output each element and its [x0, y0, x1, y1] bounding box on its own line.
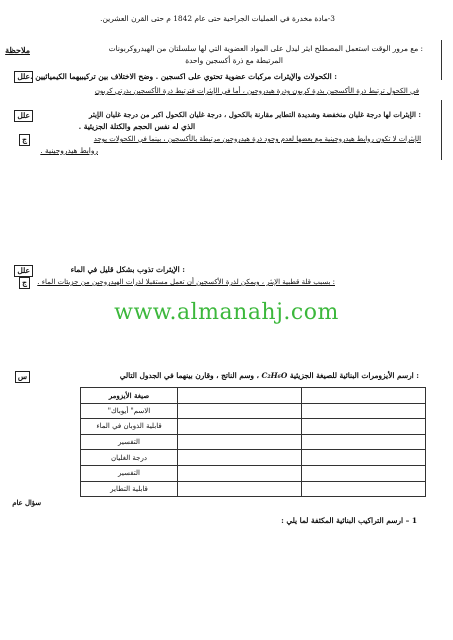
- note-label: ملاحظة: [5, 45, 30, 55]
- table-row: [81, 450, 426, 466]
- q4-formula: C₂H₆O: [261, 371, 288, 380]
- item-1: 1 – ارسم التراكيب البنائية المكثفة لما يلي :: [281, 516, 417, 525]
- header-line: 3-مادة مخدرة في العمليات الجراحية حتى عام 1842 م حتى القرن العشرين.: [100, 14, 335, 23]
- table-cell: [302, 388, 426, 404]
- table-row-label: قابلية التطاير: [81, 481, 178, 497]
- q2-answer-line-1: الإيثرات لا تكون روابط هيدروجينية مع بعضها لعدم وجود ذرة هيدروجين مرتبطة بالأكسجين ، بينما في الكحولات يوجد: [93, 135, 421, 143]
- q1-answer: في الكحول ترتبط ذرة الأكسجين بذرة كربون وذرة هيدروجين ، أما في الإيثرات فترتبط ذرة الأكسجين بذرتي كربون: [94, 87, 419, 95]
- note-line-2: المرتبطة مع ذرة أكسجين واحدة: [185, 56, 283, 65]
- q2-question-line-2: الذي له نفس الحجم والكتلة الجزيئية .: [78, 122, 195, 131]
- table-row: [81, 419, 426, 435]
- q2-answer-label: ج: [19, 134, 30, 146]
- table-cell: [178, 481, 302, 497]
- q2-question-line-1: : الإيثرات لها درجة غليان منخفضة وشديدة التطاير مقارنة بالكحول ، درجة غليان الكحول اكبر من درجة غليان الإيثر: [89, 110, 421, 119]
- table-cell: [178, 434, 302, 450]
- table-cell: [178, 419, 302, 435]
- table-row-label: التفسير: [81, 465, 178, 481]
- table-row: [81, 403, 426, 419]
- table-cell: [178, 450, 302, 466]
- margin-rule: [441, 100, 442, 160]
- table-cell: [302, 434, 426, 450]
- q4-text: : ارسم الأيزومرات البنائية للصيغة الجزيئية: [289, 371, 419, 380]
- site-watermark: www.almanahj.com: [114, 300, 339, 325]
- table-row: [81, 434, 426, 450]
- q3-question: : الإيثرات تذوب بشكل قليل في الماء: [70, 265, 185, 274]
- table-row: [81, 481, 426, 497]
- q1-question: : الكحولات والإيثرات مركبات عضوية تحتوي على اكسجين . وضح الاختلاف بين تركيبيهما الكيميائيين .: [30, 72, 337, 81]
- note-line-1: : مع مرور الوقت استعمل المصطلح ايثر ليدل على المواد العضوية التي لها سلسلتان من الهيدروكربونات: [108, 44, 423, 53]
- isomer-comparison-table: [80, 387, 426, 497]
- table-cell: [302, 403, 426, 419]
- table-cell: [302, 465, 426, 481]
- table-cell: [302, 419, 426, 435]
- table-row: [81, 465, 426, 481]
- table-cell: [178, 403, 302, 419]
- q1-label: علل: [14, 71, 33, 83]
- table-row-label: التفسير: [81, 434, 178, 450]
- table-header-row: [81, 388, 426, 404]
- q4-line: [120, 371, 419, 381]
- table-cell: [302, 481, 426, 497]
- q2-label: علل: [14, 110, 33, 122]
- q3-answer-label: ج: [19, 277, 30, 289]
- table-row-label: الاسم" أيوباك": [81, 403, 178, 419]
- margin-rule: [441, 40, 442, 80]
- q4-label: س: [15, 371, 30, 383]
- table-cell: [178, 465, 302, 481]
- table-row-label: قابلية الذوبان في الماء: [81, 419, 178, 435]
- q3-label: علل: [14, 265, 33, 277]
- table-row-label: درجة الغليان: [81, 450, 178, 466]
- q4-text-after: ، وسم الناتج ، وقارن بينهما في الجدول التالي: [119, 371, 259, 380]
- general-question-label: سؤال عام: [12, 499, 41, 507]
- table-cell: [178, 388, 302, 404]
- q2-answer-line-2: روابط هيدروجينية .: [40, 146, 98, 155]
- q3-answer: : بسبب قلة قطبية الإيثر ، ويمكن لذرة الأكسجين أن تعمل مستقبلا لذرات الهيدروجين من جزيئات الماء .: [37, 278, 335, 286]
- table-header-cell: صيغة الأيزومر: [81, 388, 178, 404]
- table-cell: [302, 450, 426, 466]
